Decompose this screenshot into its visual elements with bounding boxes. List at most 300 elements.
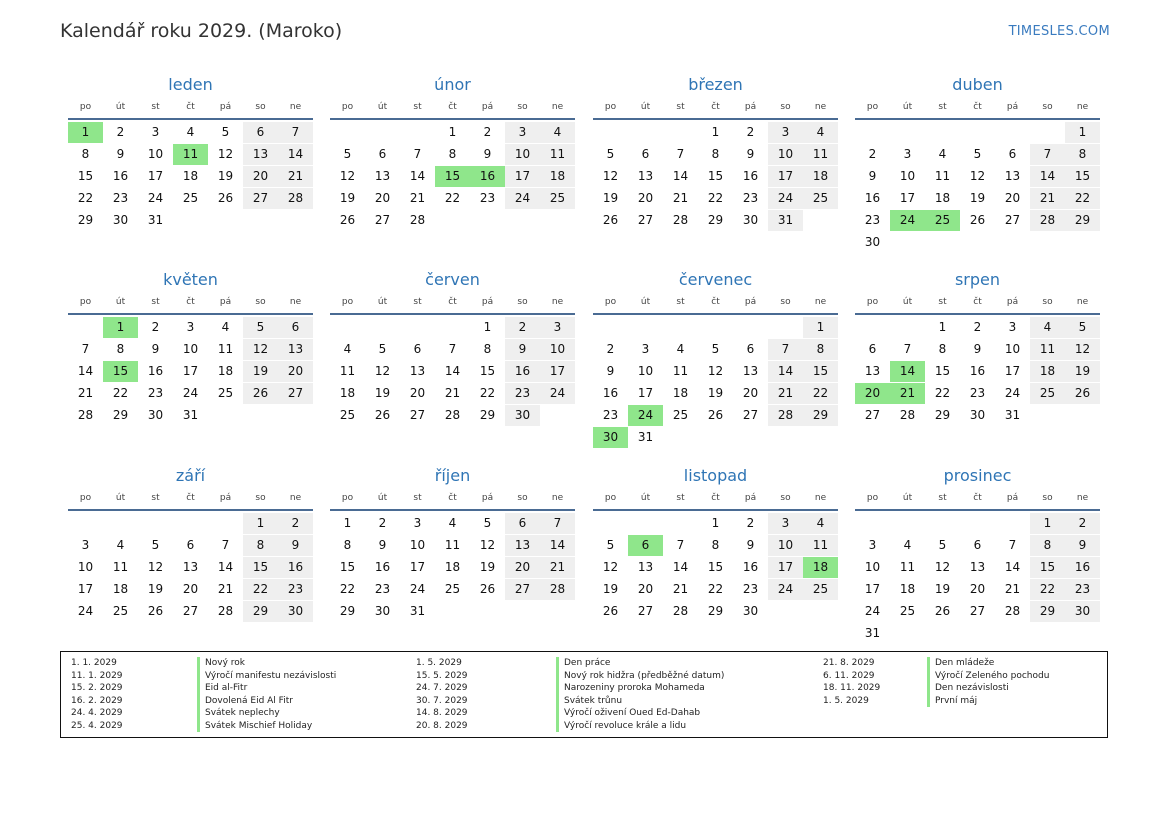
holiday-date: 15. 5. 2029 xyxy=(416,670,468,681)
holiday-day-cell: 21 xyxy=(890,383,925,404)
empty-cell xyxy=(855,317,890,338)
day-cell: 25 xyxy=(217,386,234,400)
day-cell: 2 xyxy=(746,125,755,139)
day-cell: 23 xyxy=(147,386,164,400)
day-cell: 18 xyxy=(899,582,916,596)
day-cell: 19 xyxy=(243,361,278,382)
day-cell: 10 xyxy=(147,147,164,161)
weekday-label: ne xyxy=(1076,493,1089,503)
day-cell: 7 xyxy=(81,342,90,356)
month-name: červenec xyxy=(678,270,753,289)
day-cell: 28 xyxy=(672,604,689,618)
day-cell: 3 xyxy=(81,538,90,552)
day-cell: 12 xyxy=(147,560,164,574)
day-cell: 15 xyxy=(1030,557,1065,578)
day-cell: 9 xyxy=(505,339,540,360)
day-cell: 19 xyxy=(217,169,234,183)
day-cell: 8 xyxy=(483,342,492,356)
day-cell: 23 xyxy=(742,191,759,205)
day-cell: 6 xyxy=(278,317,313,338)
day-cell: 26 xyxy=(339,213,356,227)
day-cell: 6 xyxy=(505,513,540,534)
weekday-header xyxy=(855,491,1100,511)
month-name: březen xyxy=(688,75,743,94)
day-cell: 26 xyxy=(602,213,619,227)
day-cell: 22 xyxy=(1030,579,1065,600)
day-cell: 26 xyxy=(243,383,278,404)
holiday-date: 1. 1. 2029 xyxy=(71,658,117,668)
day-cell: 7 xyxy=(1008,538,1017,552)
day-cell: 4 xyxy=(903,538,912,552)
day-cell: 19 xyxy=(339,191,356,205)
day-cell: 5 xyxy=(938,538,947,552)
day-grid xyxy=(593,122,838,232)
holiday-name: Den práce xyxy=(556,657,610,670)
day-grid xyxy=(68,513,313,623)
weekday-label: ne xyxy=(814,102,827,112)
day-cell: 21 xyxy=(540,557,575,578)
weekday-label: út xyxy=(115,297,126,307)
day-cell: 13 xyxy=(505,535,540,556)
day-cell: 20 xyxy=(278,361,313,382)
empty-cell xyxy=(68,317,103,338)
weekday-label: pá xyxy=(481,297,494,307)
holiday-legend xyxy=(60,651,1108,738)
day-cell: 13 xyxy=(637,560,654,574)
empty-cell xyxy=(593,122,628,143)
weekday-label: so xyxy=(1042,493,1053,503)
month-6 xyxy=(593,270,838,449)
day-cell: 27 xyxy=(278,383,313,404)
day-cell: 20 xyxy=(243,166,278,187)
weekday-label: čt xyxy=(448,102,457,112)
day-cell: 7 xyxy=(768,339,803,360)
holiday-name: Nový rok xyxy=(197,657,245,670)
site-link[interactable]: TIMESLES.COM xyxy=(1008,24,1110,39)
day-cell: 4 xyxy=(343,342,352,356)
day-cell: 8 xyxy=(448,147,457,161)
day-cell: 18 xyxy=(112,582,129,596)
weekday-label: st xyxy=(676,102,685,112)
weekday-label: pá xyxy=(481,493,494,503)
day-cell: 23 xyxy=(602,408,619,422)
day-grid xyxy=(593,513,838,623)
day-cell: 30 xyxy=(505,405,540,426)
empty-cell xyxy=(365,317,400,338)
day-cell: 9 xyxy=(116,147,125,161)
empty-cell xyxy=(663,513,698,534)
holiday-name: Dovolená Eid Al Fitr xyxy=(197,695,293,708)
day-cell: 9 xyxy=(606,364,615,378)
day-cell: 19 xyxy=(602,582,619,596)
empty-cell xyxy=(698,317,733,338)
weekday-label: po xyxy=(341,493,354,503)
day-cell: 21 xyxy=(768,383,803,404)
day-cell: 20 xyxy=(637,191,654,205)
day-cell: 29 xyxy=(243,601,278,622)
day-cell: 31 xyxy=(147,213,164,227)
day-cell: 3 xyxy=(540,317,575,338)
day-cell: 7 xyxy=(676,538,685,552)
day-grid xyxy=(855,317,1100,427)
day-cell: 10 xyxy=(768,535,803,556)
day-cell: 15 xyxy=(339,560,356,574)
day-cell: 25 xyxy=(1030,383,1065,404)
holiday-day-cell: 18 xyxy=(803,557,838,578)
day-cell: 6 xyxy=(746,342,755,356)
day-cell: 10 xyxy=(182,342,199,356)
day-grid xyxy=(330,513,575,623)
weekday-label: po xyxy=(866,297,879,307)
empty-cell xyxy=(925,122,960,143)
weekday-header xyxy=(330,295,575,315)
weekday-label: út xyxy=(640,493,651,503)
day-cell: 6 xyxy=(1008,147,1017,161)
weekday-label: ne xyxy=(814,493,827,503)
weekday-label: út xyxy=(902,297,913,307)
empty-cell xyxy=(68,513,103,534)
day-cell: 5 xyxy=(711,342,720,356)
day-cell: 25 xyxy=(899,604,916,618)
day-cell: 25 xyxy=(339,408,356,422)
day-cell: 22 xyxy=(444,191,461,205)
day-grid xyxy=(330,317,575,427)
empty-cell xyxy=(925,513,960,534)
day-cell: 30 xyxy=(374,604,391,618)
day-cell: 8 xyxy=(116,342,125,356)
holiday-name: Eid al-Fitr xyxy=(197,682,247,695)
day-cell: 5 xyxy=(343,147,352,161)
day-cell: 9 xyxy=(1065,535,1100,556)
weekday-label: pá xyxy=(219,102,232,112)
weekday-label: po xyxy=(604,102,617,112)
day-cell: 23 xyxy=(374,582,391,596)
day-cell: 29 xyxy=(479,408,496,422)
day-cell: 14 xyxy=(444,364,461,378)
month-name: květen xyxy=(163,270,218,289)
weekday-label: st xyxy=(938,493,947,503)
day-cell: 15 xyxy=(77,169,94,183)
day-cell: 17 xyxy=(540,361,575,382)
day-cell: 16 xyxy=(505,361,540,382)
day-cell: 13 xyxy=(374,169,391,183)
day-cell: 26 xyxy=(707,408,724,422)
day-cell: 21 xyxy=(1004,582,1021,596)
day-cell: 25 xyxy=(112,604,129,618)
weekday-label: ne xyxy=(551,493,564,503)
day-cell: 19 xyxy=(934,582,951,596)
empty-cell xyxy=(400,122,435,143)
holiday-name: Narozeniny proroka Mohameda xyxy=(556,682,705,695)
day-cell: 11 xyxy=(540,144,575,165)
empty-cell xyxy=(173,513,208,534)
day-cell: 21 xyxy=(409,191,426,205)
day-cell: 1 xyxy=(938,320,947,334)
day-cell: 31 xyxy=(1004,408,1021,422)
day-cell: 15 xyxy=(707,169,724,183)
day-cell: 24 xyxy=(768,579,803,600)
day-cell: 29 xyxy=(707,213,724,227)
day-cell: 27 xyxy=(1004,213,1021,227)
day-cell: 8 xyxy=(1065,144,1100,165)
holiday-name: Svátek neplechy xyxy=(197,707,280,720)
month-5 xyxy=(330,270,575,427)
day-cell: 20 xyxy=(637,582,654,596)
holiday-day-cell: 24 xyxy=(628,405,663,426)
day-cell: 17 xyxy=(864,582,881,596)
day-cell: 25 xyxy=(444,582,461,596)
weekday-label: po xyxy=(341,297,354,307)
day-cell: 9 xyxy=(746,538,755,552)
day-cell: 30 xyxy=(1065,601,1100,622)
day-cell: 3 xyxy=(868,538,877,552)
empty-cell xyxy=(138,513,173,534)
day-cell: 31 xyxy=(182,408,199,422)
day-cell: 14 xyxy=(768,361,803,382)
weekday-label: ne xyxy=(551,102,564,112)
day-cell: 12 xyxy=(602,560,619,574)
day-cell: 2 xyxy=(278,513,313,534)
empty-cell xyxy=(960,122,995,143)
day-cell: 17 xyxy=(77,582,94,596)
weekday-label: po xyxy=(866,102,879,112)
weekday-header xyxy=(593,491,838,511)
day-cell: 20 xyxy=(505,557,540,578)
weekday-label: st xyxy=(151,102,160,112)
empty-cell xyxy=(208,513,243,534)
month-9 xyxy=(330,466,575,623)
empty-cell xyxy=(855,122,890,143)
weekday-label: út xyxy=(902,493,913,503)
day-cell: 22 xyxy=(479,386,496,400)
day-cell: 6 xyxy=(641,147,650,161)
empty-cell xyxy=(890,513,925,534)
weekday-label: so xyxy=(255,297,266,307)
day-cell: 21 xyxy=(444,386,461,400)
weekday-label: st xyxy=(676,493,685,503)
day-cell: 29 xyxy=(1065,210,1100,231)
day-cell: 8 xyxy=(81,147,90,161)
holiday-day-cell: 1 xyxy=(68,122,103,143)
day-cell: 29 xyxy=(1030,601,1065,622)
day-cell: 14 xyxy=(672,560,689,574)
holiday-date: 6. 11. 2029 xyxy=(823,670,875,681)
weekday-label: pá xyxy=(1006,102,1019,112)
day-cell: 3 xyxy=(903,147,912,161)
weekday-label: pá xyxy=(481,102,494,112)
month-3 xyxy=(855,75,1100,254)
day-cell: 13 xyxy=(278,339,313,360)
weekday-header xyxy=(593,295,838,315)
day-cell: 1 xyxy=(1030,513,1065,534)
empty-cell xyxy=(663,317,698,338)
day-cell: 16 xyxy=(742,169,759,183)
day-cell: 23 xyxy=(479,191,496,205)
day-cell: 24 xyxy=(768,188,803,209)
day-cell: 10 xyxy=(505,144,540,165)
day-cell: 3 xyxy=(1008,320,1017,334)
day-cell: 27 xyxy=(637,213,654,227)
day-cell: 24 xyxy=(540,383,575,404)
day-cell: 30 xyxy=(742,604,759,618)
weekday-label: st xyxy=(413,297,422,307)
holiday-date: 20. 8. 2029 xyxy=(416,720,468,731)
holiday-day-cell: 30 xyxy=(593,427,628,448)
month-name: leden xyxy=(168,75,213,94)
empty-cell xyxy=(1030,122,1065,143)
weekday-label: ne xyxy=(814,297,827,307)
day-cell: 3 xyxy=(505,122,540,143)
day-cell: 18 xyxy=(182,169,199,183)
day-cell: 16 xyxy=(742,560,759,574)
day-cell: 9 xyxy=(378,538,387,552)
day-cell: 11 xyxy=(803,535,838,556)
day-cell: 25 xyxy=(672,408,689,422)
holiday-day-cell: 25 xyxy=(925,210,960,231)
day-cell: 13 xyxy=(243,144,278,165)
day-cell: 31 xyxy=(409,604,426,618)
month-name: duben xyxy=(952,75,1003,94)
holiday-date: 15. 2. 2029 xyxy=(71,683,123,693)
day-cell: 9 xyxy=(151,342,160,356)
month-11 xyxy=(855,466,1100,645)
weekday-label: čt xyxy=(448,493,457,503)
day-cell: 7 xyxy=(1030,144,1065,165)
day-cell: 8 xyxy=(243,535,278,556)
day-cell: 27 xyxy=(182,604,199,618)
weekday-header xyxy=(855,100,1100,120)
weekday-label: ne xyxy=(289,493,302,503)
day-cell: 25 xyxy=(182,191,199,205)
weekday-label: po xyxy=(341,102,354,112)
day-cell: 8 xyxy=(938,342,947,356)
day-cell: 22 xyxy=(803,383,838,404)
day-cell: 7 xyxy=(278,122,313,143)
day-cell: 28 xyxy=(217,604,234,618)
day-grid xyxy=(68,317,313,427)
day-cell: 19 xyxy=(147,582,164,596)
day-cell: 23 xyxy=(505,383,540,404)
day-cell: 26 xyxy=(147,604,164,618)
empty-cell xyxy=(733,317,768,338)
day-cell: 4 xyxy=(1030,317,1065,338)
day-cell: 29 xyxy=(339,604,356,618)
weekday-label: pá xyxy=(1006,297,1019,307)
day-cell: 17 xyxy=(768,166,803,187)
holiday-date: 25. 4. 2029 xyxy=(71,720,123,731)
day-cell: 28 xyxy=(540,579,575,600)
day-cell: 26 xyxy=(602,604,619,618)
day-cell: 17 xyxy=(1004,364,1021,378)
day-cell: 4 xyxy=(116,538,125,552)
day-cell: 30 xyxy=(147,408,164,422)
holiday-date: 1. 5. 2029 xyxy=(823,695,869,706)
empty-cell xyxy=(593,317,628,338)
day-cell: 21 xyxy=(672,582,689,596)
holiday-date: 24. 7. 2029 xyxy=(416,683,468,693)
day-cell: 10 xyxy=(637,364,654,378)
day-cell: 26 xyxy=(217,191,234,205)
holiday-day-cell: 11 xyxy=(173,144,208,165)
day-cell: 24 xyxy=(147,191,164,205)
weekday-label: ne xyxy=(289,102,302,112)
day-cell: 26 xyxy=(479,582,496,596)
day-cell: 7 xyxy=(448,342,457,356)
weekday-label: út xyxy=(640,297,651,307)
holiday-day-cell: 15 xyxy=(435,166,470,187)
day-cell: 15 xyxy=(707,560,724,574)
weekday-header xyxy=(68,491,313,511)
weekday-label: pá xyxy=(744,493,757,503)
day-cell: 14 xyxy=(1004,560,1021,574)
day-cell: 10 xyxy=(540,339,575,360)
day-cell: 14 xyxy=(672,169,689,183)
day-cell: 31 xyxy=(637,430,654,444)
day-cell: 10 xyxy=(1004,342,1021,356)
day-cell: 23 xyxy=(742,582,759,596)
empty-cell xyxy=(890,317,925,338)
day-cell: 11 xyxy=(672,364,689,378)
day-cell: 12 xyxy=(602,169,619,183)
weekday-label: so xyxy=(517,102,528,112)
day-cell: 9 xyxy=(483,147,492,161)
holiday-day-cell: 24 xyxy=(890,210,925,231)
day-cell: 12 xyxy=(934,560,951,574)
day-cell: 6 xyxy=(973,538,982,552)
day-cell: 15 xyxy=(243,557,278,578)
holiday-day-cell: 6 xyxy=(628,535,663,556)
day-cell: 9 xyxy=(868,169,877,183)
day-cell: 14 xyxy=(1030,166,1065,187)
day-cell: 20 xyxy=(742,386,759,400)
weekday-label: ne xyxy=(1076,102,1089,112)
holiday-day-cell: 16 xyxy=(470,166,505,187)
day-cell: 6 xyxy=(186,538,195,552)
day-cell: 4 xyxy=(803,513,838,534)
day-cell: 10 xyxy=(409,538,426,552)
day-cell: 29 xyxy=(707,604,724,618)
day-cell: 28 xyxy=(899,408,916,422)
holiday-day-cell: 15 xyxy=(103,361,138,382)
day-cell: 1 xyxy=(448,125,457,139)
day-cell: 25 xyxy=(803,579,838,600)
day-cell: 2 xyxy=(973,320,982,334)
day-cell: 26 xyxy=(969,213,986,227)
day-cell: 24 xyxy=(409,582,426,596)
day-cell: 24 xyxy=(864,604,881,618)
day-cell: 2 xyxy=(151,320,160,334)
holiday-name: Výročí manifestu nezávislosti xyxy=(197,670,336,683)
day-cell: 19 xyxy=(1065,361,1100,382)
empty-cell xyxy=(365,122,400,143)
day-cell: 28 xyxy=(768,405,803,426)
holiday-date: 14. 8. 2029 xyxy=(416,708,468,718)
weekday-label: so xyxy=(1042,297,1053,307)
day-cell: 18 xyxy=(540,166,575,187)
weekday-label: so xyxy=(780,102,791,112)
holiday-name: Výročí revoluce krále a lidu xyxy=(556,720,686,733)
weekday-label: pá xyxy=(219,297,232,307)
day-cell: 12 xyxy=(1065,339,1100,360)
weekday-label: po xyxy=(604,493,617,503)
empty-cell xyxy=(435,317,470,338)
day-cell: 2 xyxy=(746,516,755,530)
day-cell: 22 xyxy=(707,191,724,205)
day-cell: 21 xyxy=(217,582,234,596)
day-cell: 17 xyxy=(182,364,199,378)
day-cell: 18 xyxy=(934,191,951,205)
day-cell: 1 xyxy=(343,516,352,530)
